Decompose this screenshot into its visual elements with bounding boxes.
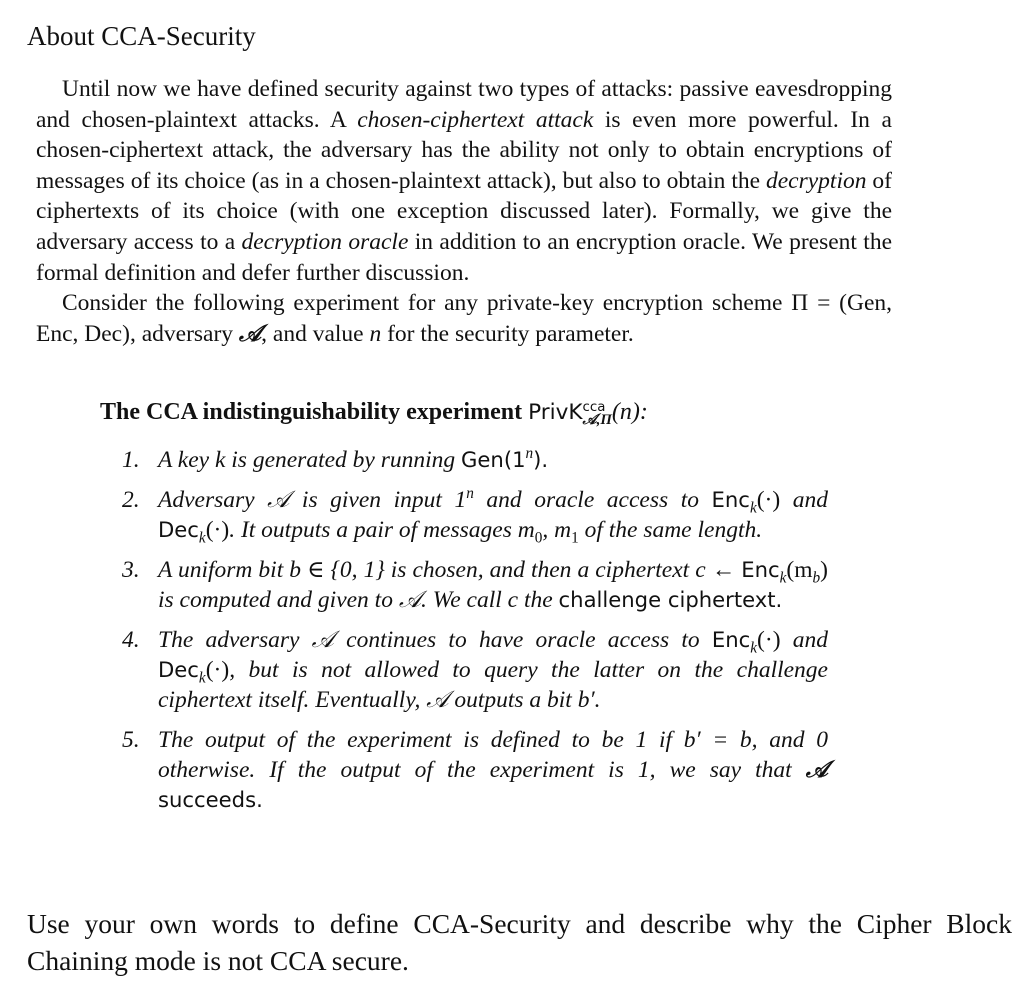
step-3-mb-sub: b xyxy=(812,569,821,587)
experiment-steps xyxy=(100,445,840,815)
step-4 xyxy=(100,625,828,715)
step-3-enc: Enc xyxy=(741,557,780,582)
experiment-title-text: The CCA indistinguishability experiment xyxy=(100,399,529,425)
experiment-title-arg: (n): xyxy=(611,399,648,425)
step-4-text-3: , but is not allowed to query the latter on the challenge ciphertext itself. Eventually, 𝒜 outputs a bit b′. xyxy=(158,657,828,713)
step-4-dec: Dec xyxy=(158,657,199,682)
step-number: 4. xyxy=(122,627,140,653)
step-1-gen: Gen(1 xyxy=(461,447,526,472)
step-5 xyxy=(100,725,828,815)
step-4-text-1: The adversary 𝒜 continues to have oracle access to xyxy=(158,627,712,653)
step-2-enc-sub: k xyxy=(749,499,757,517)
p1-em-chosen-ciphertext: chosen-ciphertext attack xyxy=(357,106,594,133)
step-number: 5. xyxy=(122,727,140,753)
step-1-text-2: ). xyxy=(533,447,549,472)
step-3-challenge: challenge ciphertext. xyxy=(558,587,783,612)
paragraph-experiment-intro xyxy=(36,288,892,349)
cca-experiment xyxy=(100,396,840,825)
p1-em-decryption: decryption xyxy=(765,167,867,194)
step-2-text-3: and xyxy=(780,487,829,513)
step-5-text-1: The output of the experiment is defined to be 1 if b′ = b, and 0 otherwise. If the output of the experiment is 1, we say that xyxy=(158,727,828,783)
step-2-dec: Dec xyxy=(158,517,199,542)
p1-text-1: Until now we have defined security against two types of attacks: passive eavesdropping and chosen-plaintext attacks. A xyxy=(36,76,892,133)
step-2 xyxy=(100,485,828,545)
step-number: 3. xyxy=(122,557,140,583)
step-1-text-1: A key k is generated by running xyxy=(158,447,462,473)
step-4-enc-sub: k xyxy=(750,639,758,657)
p2-text-1: Consider the following experiment for any private-key encryption scheme xyxy=(62,290,792,317)
step-2-m0-sub: 0 xyxy=(534,529,543,547)
p2-text-4: for the security parameter. xyxy=(381,320,634,347)
intro-text xyxy=(36,74,892,349)
p2-text-3: , and value xyxy=(261,320,370,347)
step-3-enc-sub: k xyxy=(779,569,787,587)
step-2-m1-sub: 1 xyxy=(571,529,579,547)
step-4-enc-arg: (·) xyxy=(757,627,781,653)
step-number: 2. xyxy=(122,487,140,513)
p1-text-2: is even more powerful. In a chosen-ciphertext attack, the adversary has the ability not only to obtain encryptions of messages of its choice (as in a chosen-plaintext attack), but also to obtain the xyxy=(36,106,892,194)
experiment-title-sub: 𝒜,Π xyxy=(582,412,612,429)
step-4-enc: Enc xyxy=(711,627,751,652)
step-5-adversary: 𝒜 xyxy=(805,757,828,783)
p2-n: n xyxy=(369,320,382,347)
step-5-succeeds: succeeds. xyxy=(158,787,263,812)
step-2-sup: n xyxy=(466,485,474,503)
step-4-dec-sub: k xyxy=(198,669,206,687)
step-2-text-1: Adversary 𝒜 is given input 1 xyxy=(158,487,467,513)
step-2-enc: Enc xyxy=(711,487,750,512)
p1-text-4: in addition to an encryption oracle. We present the formal definition and defer further discussion. xyxy=(36,228,893,286)
step-3-text-1: A uniform bit b ∈ {0, 1} is chosen, and then a ciphertext c ← xyxy=(158,557,742,583)
step-2-text-2: and oracle access to xyxy=(473,487,712,513)
step-1 xyxy=(100,445,828,475)
page-heading: About CCA-Security xyxy=(27,21,256,51)
step-2-text-5: , m xyxy=(542,517,572,543)
experiment-title xyxy=(100,396,840,429)
step-number: 1. xyxy=(122,447,140,473)
p1-text-3: of ciphertexts of its choice (with one exception discussed later). Formally, we give the adversary access to a xyxy=(36,167,893,255)
step-2-text-6: of the same length. xyxy=(578,517,763,543)
experiment-title-func: PrivK xyxy=(528,400,583,425)
step-2-dec-arg: (·) xyxy=(205,517,230,543)
step-3-arg-close: ) xyxy=(820,557,828,583)
experiment-title-scripts xyxy=(583,402,612,427)
step-4-text-2: and xyxy=(780,627,829,653)
step-1-sup: n xyxy=(525,445,534,463)
step-4-dec-arg: (·) xyxy=(205,657,230,683)
step-3-text-2: is computed and given to 𝒜. We call c the xyxy=(158,587,559,613)
paragraph-attack-types xyxy=(36,74,892,288)
step-2-enc-arg: (·) xyxy=(756,487,781,513)
p2-adversary: 𝒜 xyxy=(238,320,262,347)
step-3 xyxy=(100,555,828,615)
question-prompt: Use your own words to define CCA-Security and describe why the Cipher Block Chaining mode is not CCA secure. xyxy=(27,908,1012,976)
step-3-arg-open: (m xyxy=(786,557,813,583)
p2-text-2: , adversary xyxy=(129,320,239,347)
p1-em-decryption-oracle: decryption oracle xyxy=(241,228,409,255)
experiment-title-sup: cca xyxy=(582,400,606,416)
step-2-text-4: . It outputs a pair of messages m xyxy=(229,517,535,543)
step-2-dec-sub: k xyxy=(198,529,206,547)
p2-scheme: Π = (Gen, Enc, Dec) xyxy=(36,290,893,347)
